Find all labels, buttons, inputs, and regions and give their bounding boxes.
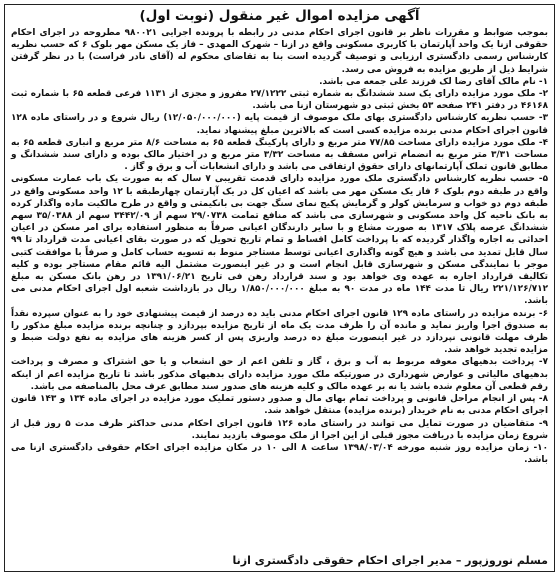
notice-page xyxy=(4,4,555,572)
notice-body xyxy=(11,27,548,466)
item-9: ۹- متقاضیان در صورت تمایل می توانند در راستای ماده ۱۲۶ قانون اجرای احکام مدنی حداکثر ظرف مدت ۵ روز قبل از شروع زمان مزایده با دریافت مجوز قبلی از این اجرا از ملک موصوف بازدید نمایند. xyxy=(11,418,549,441)
item-7: ۷- پرداخت بدهیهای معوقه مربوط به آب و برق ، گاز و تلفن اعم از حق انشعاب و یا حق اشتراک و مصرف و پرداخت بدهیهای مالیاتی و عوارض شهرداری در صورتیکه ملک مورد مزایده دارای بدهیهای مذکور باشد تا تاریخ مزایده اعم از اینکه رقم قطعی آن معلوم شده باشد یا نه بر عهده مالک و کلیه هزینه های صدور سند مطابق عرف محل بالمناصفه می باشد. xyxy=(11,357,548,392)
intro-paragraph: بموجب ضوابط و مقررات ناظر بر قانون اجرای احکام مدنی در رابطه با پرونده اجرایی ۹۸۰۰۲۱ مطروحه در اجرای احکام حقوقی ازنا یک واحد آپارتمان با کاربری مسکونی واقع در ازنا – شهرک المهدی – فاز یک مسکن مهر بلوک ۶ که حسب نظریه کارشناس رسمی دادگستری ارزیابی و توصیف گردیده است بنا به تقاضای محکوم له (آقای نادر فراست) با در نظر گرفتن شرایط ذیل از طریق مزایده به فروش می رسد. xyxy=(11,28,548,75)
item-1: ۱- نام مالک آقای رضا لک فرزند علی جمعه می باشد. xyxy=(319,76,548,87)
item-8: ۸- پس از انجام مراحل قانونی و پرداخت تمام بهای مال و صدور دستور تملیک مورد مزایده در اجرای ماده ۱۳۴ و ۱۴۳ قانون اجرای احکام مدنی به نام خریدار (برنده مزایده) منتقل خواهد شد. xyxy=(11,394,548,417)
item-10: ۱۰- زمان مزایده روز شنبه مورخه ۱۳۹۸/۰۳/۰۴ ساعت ۸ الی ۱۰ در مکان مزایده اجرای احکام حقوقی دادگستری ازنا می باشد. xyxy=(11,442,549,466)
signature-line: مسلم نوروزپور – مدیر اجرای احکام حقوقی دادگستری ازنا xyxy=(232,554,548,567)
item-5: ۵- حسب نظریه کارشناس دادگستری ملک مورد مزایده دارای قدمت تقریبی ۷ سال که به صورت یک باب عمارت مسکونی واقع در طبقه دوم بلوک ۶ فاز یک مسکن مهر می باشد که اعیان کل در یک آپارتمان چهارطبقه با ۱۲ واحد مسکونی واقع در طبقه دوم دو خواب و سرمایش کولر و گرمایش پکیج نمای سنگ جهت بی بانکیمتی و واقع در طرح مالکیت ماده واگذار کرده به بانک ناحیه کل واحد مسکونی و شهرسازی می باشد که منافع تمامت ۲۹/۰۷۳۸ سهم از ۳۴۴۲/۰۹ سهم از ۳۵/۰۳۸۸ سهم ششدانگ عرصه پلاک ۱۳۱۷ به صورت مشاع و با سایر دارندگان اعیانی صرفاً به منظور استفاده برای امر مسکن در اعیان احداثی به اجاره واگذار گردیده که با پرداخت کامل اقساط و تمام تاریخ تحویل که در صورت بقای اعیانی مدت قرارداد تا ۹۹ سال قابل تمدید می باشد و هیچ گونه واگذاری اعیانی توسط مستاجر منوط به تسویه حساب کامل و صرفاً با موافقت کتبی موجر با نمایندگی مسکن و شهرسازی قابل انجام است و در غیر اینصورت مشتمل الیه قائم مقام مستاجر بوده و کلیه تکالیف قرارداد اجاره به عهده وی خواهد بود و سند قرارداد رهن فی تاریخ ۱۳۹۱/۰۶/۲۱ در رهن بانک مسکن به مبلغ ۲۲۱/۱۲۶/۷۱۲ ریال تا مدت ۱۴۴ ماه در مدت ۹۰ به مبلغ ۱/۸۵۰/۰۰۰/۰۰۰ ریال در بازداشت شعبه اول اجرای احکام مدنی می باشد. xyxy=(11,174,549,307)
item-6: ۶- برنده مزایده در راستای ماده ۱۲۹ قانون اجرای احکام مدنی باید ده درصد از قیمت پیشنهادی خود را به عنوان سپرده نقداً به صندوق اجرا واریز نماید و مانده آن را ظرف مدت یک ماه از تاریخ مزایده بپردازد و چنانچه برنده مزایده مبلغ مذکور را ظرف مهلت قانونی نپردازد در غیر اینصورت مبلغ ده درصد واریزی پس از کسر هزینه های مزایده به نفع دولت ضبط و مزایده تجدید خواهد شد. xyxy=(11,308,548,356)
item-4: ۴- ملک مورد مزایده دارای مساحت ۷۷/۸۵ متر مربع و دارای پارکینگ قطعه ۶۵ به مساحت ۸/۶ متر مربع و انباری قطعه ۶۵ به مساحت ۳/۳۱ متر مربع به انضمام تراس مسقف به مساحت ۳/۳۲ متر مربع و در اختیار مالک بوده و دارای سند ششدانگ و مطابق قانون تملک آپارتمانهای دارای حقوق ارتفاقی می باشد و دارای انشعابات آب و برق و گاز . xyxy=(11,137,548,173)
item-3: ۳- حسب نظریه کارشناس دادگستری بهای ملک موصوف از قیمت پایه (۱۲/۰۵۰/۰۰۰/۰۰۰) ریال شروع و در راستای ماده ۱۲۸ قانون اجرای احکام مدنی برنده مزایده کسی است که بالاترین مبلغ پیشنهاد نماید. xyxy=(11,113,548,136)
notice-title: آگهی مزایده اموال غیر منقول (نوبت اول) xyxy=(139,8,420,24)
item-2: ۲- ملک مورد مزایده دارای یک سند ششدانگ به شماره ثبتی ۲۷/۱۲۲۲ مفروز و مجزی از ۱۱۳۱ فرعی قطعه ۶۵ با شماره ثبت ۴۶۱۶۸ در دفتر ۲۴۱ صفحه ۵۳ بخش ثبتی دو شهرستان ازنا می باشد. xyxy=(11,89,548,112)
